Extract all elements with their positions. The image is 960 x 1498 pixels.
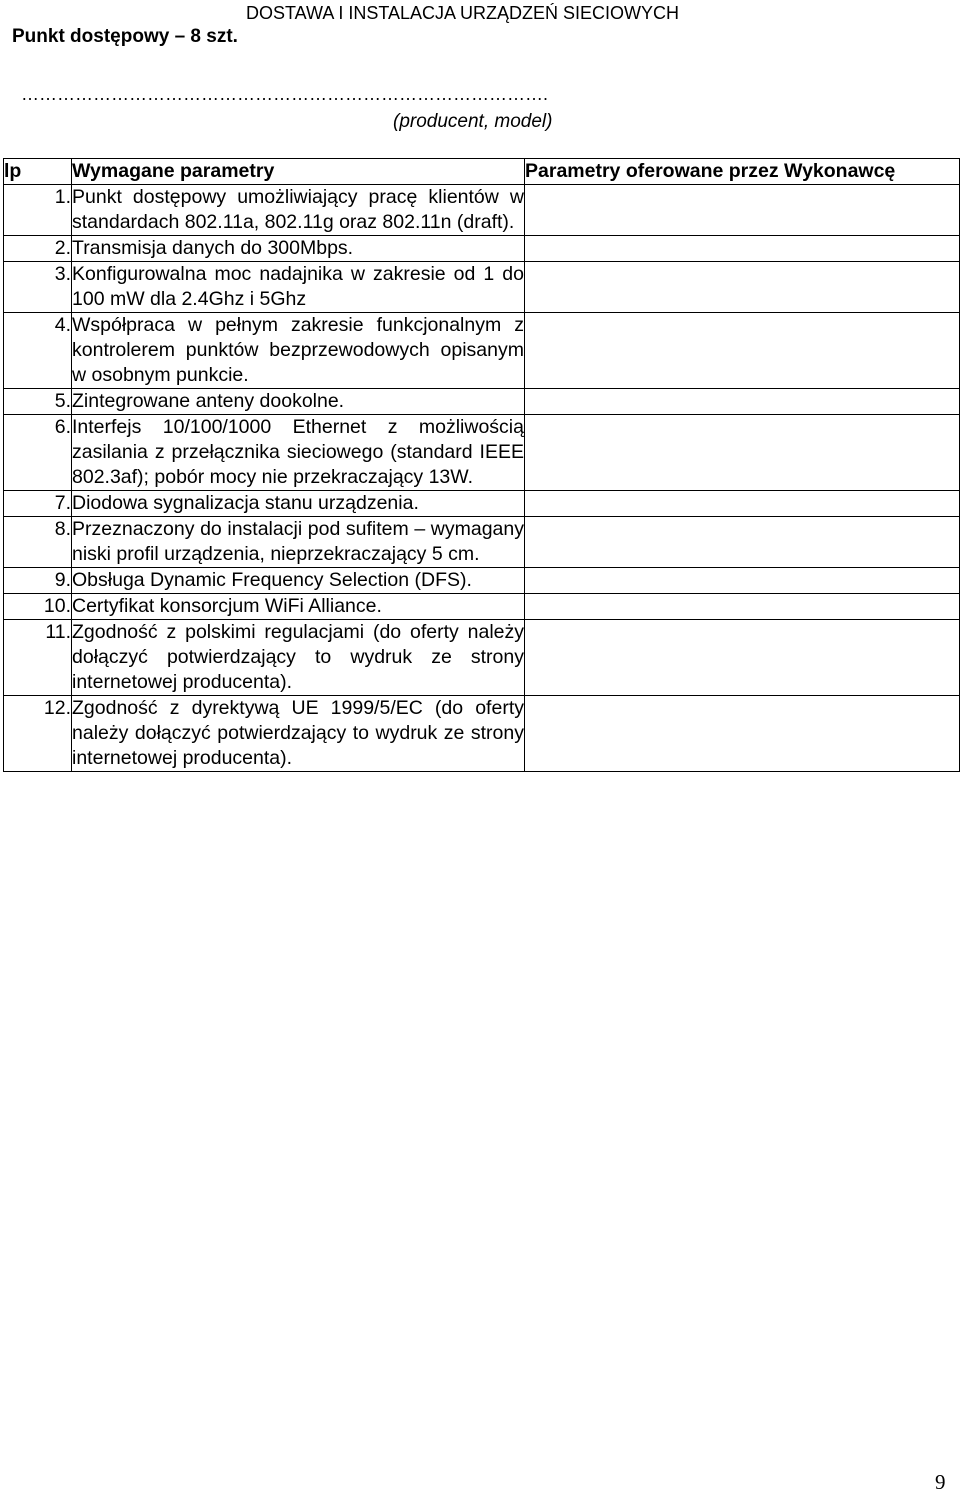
row-number: 11. — [4, 620, 72, 696]
offered-parameter-cell[interactable] — [525, 236, 960, 262]
header-lp: lp — [4, 159, 72, 185]
required-parameter: Przeznaczony do instalacji pod sufitem – wymagany niski profil urządzenia, nieprzekraczający 5 cm. — [72, 517, 525, 568]
row-number: 7. — [4, 491, 72, 517]
required-parameter: Interfejs 10/100/1000 Ethernet z możliwością zasilania z przełącznika sieciowego (standard IEEE 802.3af); pobór mocy nie przekraczający 13W. — [72, 415, 525, 491]
header-offered-params: Parametry oferowane przez Wykonawcę — [525, 159, 960, 185]
row-number: 3. — [4, 262, 72, 313]
offered-parameter-cell[interactable] — [525, 594, 960, 620]
row-number: 9. — [4, 568, 72, 594]
offered-parameter-cell[interactable] — [525, 262, 960, 313]
offered-parameter-cell[interactable] — [525, 491, 960, 517]
required-parameter: Certyfikat konsorcjum WiFi Alliance. — [72, 594, 525, 620]
row-number: 8. — [4, 517, 72, 568]
offered-parameter-cell[interactable] — [525, 389, 960, 415]
table-row — [4, 236, 960, 262]
required-parameter: Zintegrowane anteny dookolne. — [72, 389, 525, 415]
row-number: 1. — [4, 185, 72, 236]
parameters-table — [3, 158, 960, 772]
offered-parameter-cell[interactable] — [525, 185, 960, 236]
table-row — [4, 185, 960, 236]
offered-parameter-cell[interactable] — [525, 696, 960, 772]
table-row — [4, 491, 960, 517]
row-number: 12. — [4, 696, 72, 772]
table-row — [4, 389, 960, 415]
required-parameter: Zgodność z dyrektywą UE 1999/5/EC (do oferty należy dołączyć potwierdzający to wydruk ze strony internetowej producenta). — [72, 696, 525, 772]
manufacturer-fill-line: ……………………………………………………………………………. — [21, 84, 549, 104]
table-row — [4, 517, 960, 568]
offered-parameter-cell[interactable] — [525, 568, 960, 594]
required-parameter: Konfigurowalna moc nadajnika w zakresie od 1 do 100 mW dla 2.4Ghz i 5Ghz — [72, 262, 525, 313]
row-number: 5. — [4, 389, 72, 415]
table-body — [4, 185, 960, 772]
table-row — [4, 313, 960, 389]
row-number: 2. — [4, 236, 72, 262]
required-parameter: Transmisja danych do 300Mbps. — [72, 236, 525, 262]
table-row — [4, 696, 960, 772]
required-parameter: Punkt dostępowy umożliwiający pracę klientów w standardach 802.11a, 802.11g oraz 802.11n (draft). — [72, 185, 525, 236]
section-title: DOSTAWA I INSTALACJA URZĄDZEŃ SIECIOWYCH — [246, 3, 680, 23]
row-number: 6. — [4, 415, 72, 491]
table-row — [4, 415, 960, 491]
required-parameter: Współpraca w pełnym zakresie funkcjonalnym z kontrolerem punktów bezprzewodowych opisanym w osobnym punkcie. — [72, 313, 525, 389]
header-required-params: Wymagane parametry — [72, 159, 525, 185]
table-row — [4, 620, 960, 696]
table-row — [4, 262, 960, 313]
table-row — [4, 568, 960, 594]
offered-parameter-cell[interactable] — [525, 313, 960, 389]
table-row — [4, 594, 960, 620]
row-number: 10. — [4, 594, 72, 620]
page-number: 9 — [935, 1470, 946, 1494]
required-parameter: Obsługa Dynamic Frequency Selection (DFS). — [72, 568, 525, 594]
table-header-row — [4, 159, 960, 185]
item-heading: Punkt dostępowy – 8 szt. — [12, 26, 238, 47]
required-parameter: Diodowa sygnalizacja stanu urządzenia. — [72, 491, 525, 517]
producer-model-label: (producent, model) — [393, 111, 553, 132]
offered-parameter-cell[interactable] — [525, 517, 960, 568]
offered-parameter-cell[interactable] — [525, 415, 960, 491]
row-number: 4. — [4, 313, 72, 389]
offered-parameter-cell[interactable] — [525, 620, 960, 696]
required-parameter: Zgodność z polskimi regulacjami (do oferty należy dołączyć potwierdzający to wydruk ze strony internetowej producenta). — [72, 620, 525, 696]
